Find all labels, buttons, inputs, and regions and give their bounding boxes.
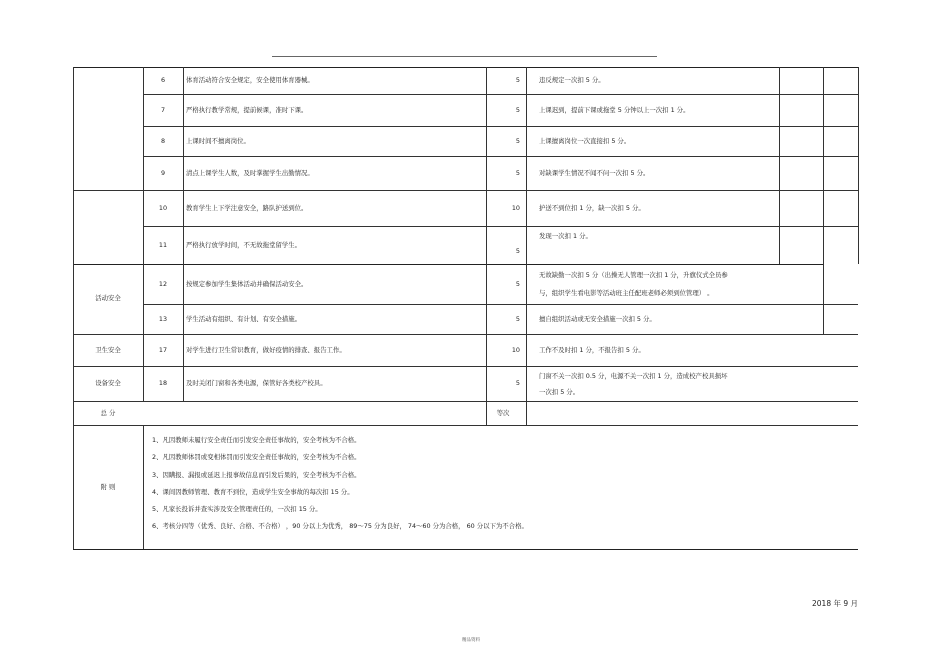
- col-border: [526, 67, 527, 425]
- rule-item: 6、考核分四等（优秀、良好、合格、不合格） ，90 分以上为优秀， 89～75 分为良好， 74～60 分为合格， 60 分以下为不合格。: [152, 522, 528, 531]
- row-number: 18: [158, 379, 168, 388]
- row-divider: [73, 366, 858, 367]
- table-bottom-border: [73, 549, 858, 550]
- row-number: 8: [160, 136, 166, 145]
- row-points: 5: [515, 314, 520, 323]
- row-points: 5: [515, 136, 520, 145]
- row-content: 教育学生上下学注意安全，路队护送到位。: [186, 203, 308, 212]
- row-divider: [143, 304, 858, 305]
- row-number: 7: [160, 105, 166, 114]
- rule-item: 3、因瞒报、漏报或延迟上报事故信息而引发后果的，安全考核为不合格。: [152, 470, 361, 479]
- row-number: 13: [158, 314, 168, 323]
- rule-item: 2、凡因教师体罚或变相体罚而引发安全责任事故的，安全考核为不合格。: [152, 453, 361, 462]
- row-deduction: 门窗不关一次扣 0.5 分，电源不关一次扣 1 分，造成校产校具损坏: [539, 371, 728, 380]
- row-divider: [143, 156, 858, 157]
- rule-item: 1、凡因教师未履行安全责任而引发安全责任事故的，安全考核为不合格。: [152, 436, 361, 444]
- row-deduction: 一次扣 5 分。: [539, 387, 580, 396]
- row-content: 体育活动符合安全规定，安全使用体育器械。: [186, 76, 314, 85]
- row-content: 对学生进行卫生常识教育，做好疫情的排查、报告工作。: [186, 345, 346, 354]
- rule-item: 5、凡家长投诉并查实涉及安全管理责任的，一次扣 15 分。: [152, 505, 322, 514]
- row-divider: [73, 190, 858, 191]
- row-number: 6: [160, 76, 166, 85]
- table-top-border: [73, 67, 858, 68]
- row-number: 11: [158, 240, 168, 249]
- category-activity-safety: 活动安全: [95, 293, 121, 302]
- col-border: [486, 67, 487, 425]
- row-deduction: 工作不及时扣 1 分，不报告扣 5 分。: [539, 345, 645, 354]
- row-deduction: 违反规定一次扣 5 分。: [539, 76, 605, 85]
- footer-date: 2018 年 9 月: [812, 599, 859, 608]
- row-deduction: 护送不到位扣 1 分，缺一次扣 5 分。: [539, 203, 645, 212]
- footer-watermark: 精品资料: [462, 638, 480, 643]
- row-points: 5: [515, 105, 520, 114]
- rules-label: 附 则: [100, 482, 116, 491]
- row-deduction: 无故缺勤一次扣 5 分（出操无人管理一次扣 1 分，升旗仪式全员参: [539, 270, 728, 279]
- row-content: 严格执行教学常规，提前候课，准时下课。: [186, 105, 308, 114]
- col-border: [143, 67, 144, 401]
- row-points: 5: [515, 379, 520, 388]
- col-border: [73, 67, 74, 549]
- row-points: 10: [511, 203, 520, 212]
- row-deduction: 擅自组织活动或无安全措施一次扣 5 分。: [539, 314, 656, 323]
- row-divider: [143, 94, 858, 95]
- row-content: 及时关闭门窗和各类电源，保管好各类校产校具。: [186, 379, 327, 388]
- row-points: 5: [515, 279, 520, 288]
- col-border: [779, 67, 780, 264]
- header-rule: [272, 56, 657, 57]
- row-content: 学生活动有组织、有计划、有安全措施。: [186, 314, 302, 323]
- row-divider: [143, 126, 858, 127]
- row-divider: [73, 264, 823, 265]
- row-content: 清点上课学生人数，及时掌握学生出勤情况。: [186, 168, 314, 177]
- row-points: 5: [515, 246, 520, 255]
- row-points: 5: [515, 168, 520, 177]
- row-number: 12: [158, 279, 168, 288]
- grade-label: 等次: [496, 408, 510, 417]
- category-hygiene-safety: 卫生安全: [95, 345, 121, 354]
- col-border: [858, 67, 859, 264]
- row-number: 10: [158, 203, 168, 212]
- col-border: [183, 67, 184, 401]
- col-border: [143, 425, 144, 549]
- rule-item: 4、课间因教师管理、教育不到位，造成学生安全事故的每次扣 15 分。: [152, 487, 354, 496]
- total-label: 总 分: [100, 408, 116, 417]
- row-deduction: 上课擅离岗位一次直接扣 5 分。: [539, 136, 631, 145]
- row-number: 17: [158, 345, 168, 354]
- category-equipment-safety: 设备安全: [95, 379, 121, 388]
- row-number: 9: [160, 168, 166, 177]
- row-deduction: 发现一次扣 1 分。: [539, 231, 592, 240]
- col-border: [823, 67, 824, 334]
- row-divider: [73, 334, 858, 335]
- row-deduction: 上课迟到，提前下课或拖堂 5 分钟以上一次扣 1 分。: [539, 105, 690, 114]
- row-divider: [73, 401, 858, 402]
- row-content: 严格执行放学时间，不无故拖堂留学生。: [186, 240, 302, 249]
- row-divider: [73, 425, 858, 426]
- row-deduction: 对缺课学生情况不闻不问一次扣 5 分。: [539, 168, 650, 177]
- row-deduction: 与，组织学生看电影等活动班主任配班老师必须到位管理） 。: [539, 288, 714, 297]
- row-content: 按规定参加学生集体活动并确保活动安全。: [186, 279, 308, 288]
- row-points: 5: [515, 76, 520, 85]
- rules-notes: [152, 432, 528, 536]
- row-divider: [143, 226, 858, 227]
- row-points: 10: [511, 345, 520, 354]
- row-content: 上课时间不擅离岗位。: [186, 136, 250, 145]
